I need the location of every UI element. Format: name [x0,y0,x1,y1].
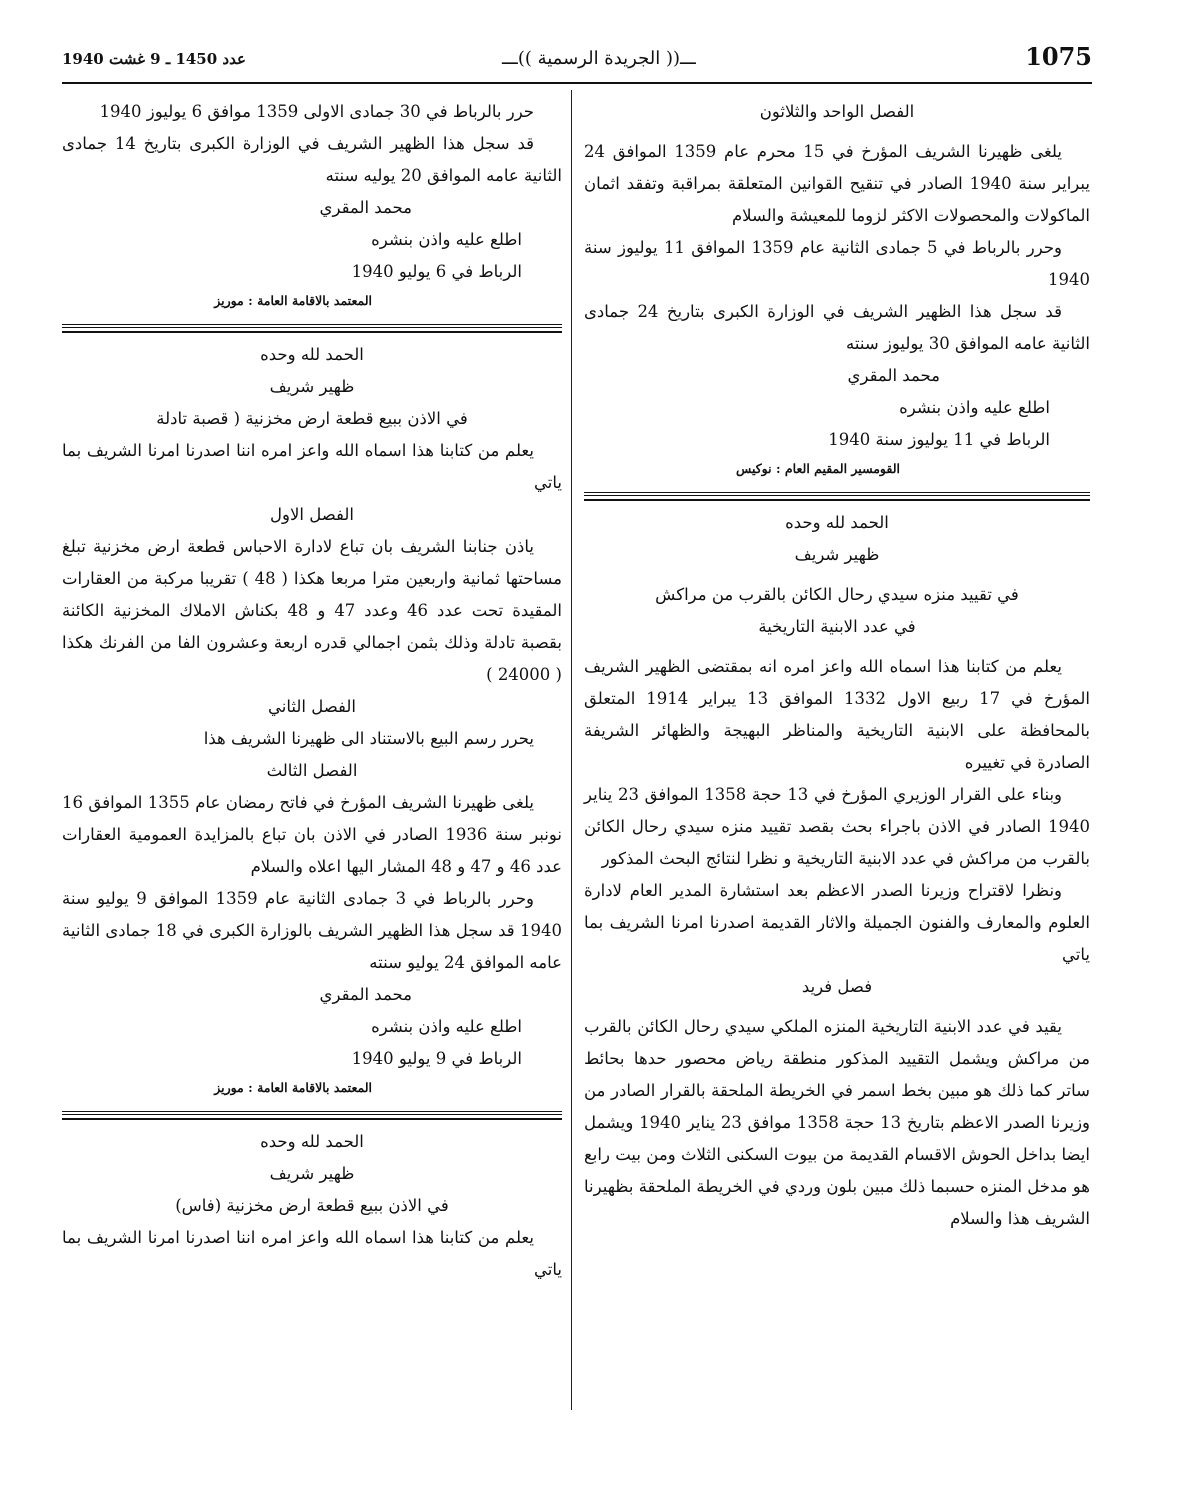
dahir-title: ظهير شريف [269,377,355,396]
approval-line: اطلع عليه واذن بنشره [371,230,522,249]
paragraph: يعلم من كتابنا هذا اسماه الله واعز امره انه بمقتضى الظهير الشريف المؤرخ في 17 ربيع الاول 1332 الموافق 13 يبراير 1914 المتعلق بالمحافظة على الابنية التاريخية والمناظر البهيجة والظهائر الشريفة الصادرة في تغييره [584,657,1090,772]
section-rule [584,492,1090,501]
article-heading: فصل فريد [801,977,873,996]
dahir-subject: في الاذن ببيع قطعة ارض مخزنية ( قصبة تادلة [156,409,468,428]
resident-footer: القومسير المقيم العام : نوكيس [736,461,900,476]
paragraph: ونظرا لاقتراح وزيرنا الصدر الاعظم بعد استشارة المدير العام لادارة العلوم والمعارف والفنون الجميلة والاثار القديمة اصدرنا امرنا الشريف بما ياتي [584,881,1090,964]
article-heading: الفصل الاول [270,505,354,524]
paragraph: ياذن جنابنا الشريف بان تباع لادارة الاحباس قطعة ارض مخزنية تبلغ مساحتها ثمانية واربعين مترا مربعا هكذا ( 48 ) تقريبا مركبة من العقارات المقيدة تحت عدد 46 وعدد 47 و 48 بكناش الاملاك المخزنية الكائنة بقصبة تادلة وذلك بثمن اجمالي قدره اربعة وعشرون الفا من الفرنك هكذا ( 24000 ) [62,537,563,684]
paragraph: قد سجل هذا الظهير الشريف في الوزارة الكبرى بتاريخ 24 جمادى الثانية عامه الموافق 30 يوليوز سنته [584,302,1090,353]
issue-info: عدد 1450 ـ 9 غشت 1940 [62,50,246,68]
hamd-line: الحمد لله وحده [260,1132,364,1151]
article-heading: الفصل الثاني [268,697,356,716]
signature: محمد المقري [847,366,940,385]
hamd-line: الحمد لله وحده [260,345,364,364]
dahir-subject: في تقييد منزه سيدي رحال الكائن بالقرب من مراكش [655,585,1019,604]
approval-date: الرباط في 11 يوليوز سنة 1940 [828,430,1050,449]
left-column [62,96,562,1286]
column-divider [571,90,572,1410]
header-rule [62,82,1092,84]
paragraph: يحرر رسم البيع بالاستناد الى ظهيرنا الشريف هذا [203,729,534,748]
resident-footer: المعتمد بالاقامة العامة : موريز [214,293,372,308]
gazette-title: ـــ(( الجريدة الرسمية ))ـــ [502,48,696,69]
approval-line: اطلع عليه واذن بنشره [371,1017,522,1036]
paragraph: يعلم من كتابنا هذا اسماه الله واعز امره اننا اصدرنا امرنا الشريف بما ياتي [62,1228,562,1279]
paragraph: وبناء على القرار الوزيري المؤرخ في 13 حجة 1358 الموافق 23 يناير 1940 الصادر في الاذن باجراء بحث بقصد تقييد منزه سيدي رحال الكائن بالقرب من مراكش في عدد الابنية التاريخية و نظرا لنتائج البحث المذكور [584,785,1090,868]
paragraph: حرر بالرباط في 30 جمادى الاولى 1359 موافق 6 يوليوز 1940 [99,102,534,121]
section-rule [62,1111,562,1120]
paragraph: يعلم من كتابنا هذا اسماه الله واعز امره اننا اصدرنا امرنا الشريف بما ياتي [62,441,562,492]
approval-date: الرباط في 9 يوليو 1940 [351,1049,522,1068]
paragraph: وحرر بالرباط في 5 جمادى الثانية عام 1359 الموافق 11 يوليوز سنة 1940 [584,238,1090,289]
page-number: 1075 [1025,42,1092,71]
section-rule [62,324,562,333]
paragraph: قد سجل هذا الظهير الشريف في الوزارة الكبرى بتاريخ 14 جمادى الثانية عامه الموافق 20 يوليه سنته [62,134,562,185]
right-column [584,96,1090,1235]
signature: محمد المقري [319,985,412,1004]
article-heading: الفصل الواحد والثلاثون [759,102,915,121]
dahir-subject-cont: في عدد الابنية التاريخية [758,617,916,636]
resident-footer: المعتمد بالاقامة العامة : موريز [214,1080,372,1095]
paragraph: يقيد في عدد الابنية التاريخية المنزه الملكي سيدي رحال الكائن بالقرب من مراكش ويشمل التقييد المذكور منطقة رياض محصور حدها بحائط ساتر كما ذلك هو مبين بخط اسمر في الخريطة الملحقة بالقرار الصادر من وزيرنا الصدر الاعظم بتاريخ 13 حجة 1358 موافق 23 يناير 1940 ويشمل ايضا بداخل الحوش الاقسام القديمة من بيوت السكنى الثلاث ومن بيت رابع هو مدخل المنزه حسبما ذلك مبين بلون وردي في الخريطة الملحقة بظهيرنا الشريف هذا والسلام [584,1017,1091,1228]
paragraph: وحرر بالرباط في 3 جمادى الثانية عام 1359 الموافق 9 يوليو سنة 1940 قد سجل هذا الظهير الشريف بالوزارة الكبرى في 18 جمادى الثانية عامه الموافق 24 يوليو سنته [62,889,562,972]
page-header [62,42,1092,78]
article-heading: الفصل الثالث [266,761,358,780]
paragraph: يلغى ظهيرنا الشريف المؤرخ في فاتح رمضان عام 1355 الموافق 16 نونبر سنة 1936 الصادر في الاذن بان تباع بالمزايدة العمومية العقارات عدد 46 و 47 و 48 المشار اليها اعلاه والسلام [62,793,562,876]
hamd-line: الحمد لله وحده [785,513,889,532]
signature: محمد المقري [319,198,412,217]
dahir-title: ظهير شريف [269,1164,355,1183]
approval-line: اطلع عليه واذن بنشره [899,398,1050,417]
paragraph: يلغى ظهيرنا الشريف المؤرخ في 15 محرم عام 1359 الموافق 24 يبراير سنة 1940 الصادر في تنقيح القوانين المتعلقة بمراقبة وتفقد اثمان الماكولات والمحصولات الاكثر لزوما للمعيشة والسلام [584,142,1090,225]
dahir-title: ظهير شريف [794,545,880,564]
dahir-subject: في الاذن ببيع قطعة ارض مخزنية (فاس) [175,1196,449,1215]
approval-date: الرباط في 6 يوليو 1940 [351,262,522,281]
